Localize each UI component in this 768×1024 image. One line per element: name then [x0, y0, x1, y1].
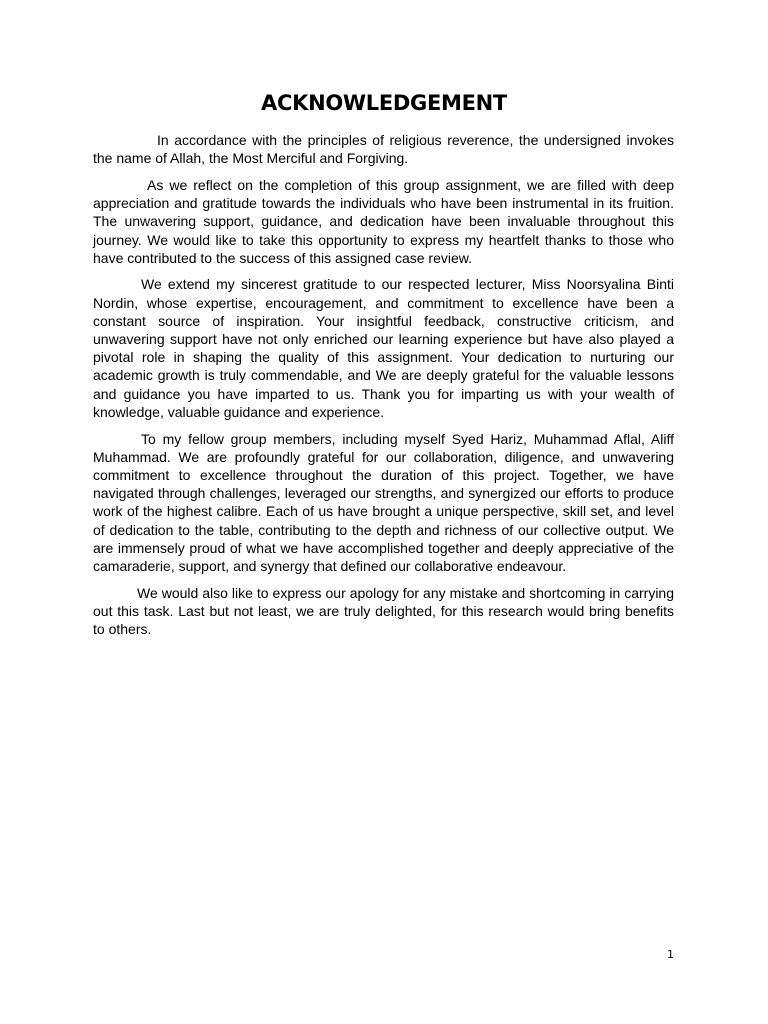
paragraph-group-members: To my fellow group members, including myself Syed Hariz, Muhammad Aflal, Aliff Muhammad. We are profoundly grateful for our collaboration, diligence, and unwavering commitment to excellence throughout the duration of this project. Together, we have navigated through challenges, leveraged our strengths, and synergized our efforts to produce work of the highest calibre. Each of us have brought a unique perspective, skill set, and level of dedication to the table, contributing to the depth and richness of our collective output. We are immensely proud of what we have accomplished together and deeply appreciative of the camaraderie, support, and synergy that defined our collaborative endeavour. [93, 430, 674, 574]
paragraph-religious-reverence: In accordance with the principles of religious reverence, the undersigned invokes the name of Allah, the Most Merciful and Forgiving. [93, 132, 674, 167]
acknowledgement-body [93, 131, 674, 647]
paragraph-lecturer-gratitude: We extend my sincerest gratitude to our respected lecturer, Miss Noorsyalina Binti Nordin, whose expertise, encouragement, and commitment to excellence have been a constant source of inspiration. Your insightful feedback, constructive criticism, and unwavering support have not only enriched our learning experience but have also played a pivotal role in shaping the quality of this assignment. Your dedication to nurturing our academic growth is truly commendable, and We are deeply grateful for the valuable lessons and guidance you have imparted to us. Thank you for imparting us with your wealth of knowledge, valuable guidance and experience. [93, 276, 674, 420]
page-title: ACKNOWLEDGEMENT [261, 91, 507, 115]
paragraph-apology: We would also like to express our apology for any mistake and shortcoming in carrying out this task. Last but not least, we are truly delighted, for this research would bring benefits to others. [93, 584, 674, 638]
paragraph-appreciation: As we reflect on the completion of this group assignment, we are filled with deep appreciation and gratitude towards the individuals who have been instrumental in its fruition. The unwavering support, guidance, and dedication have been invaluable throughout this journey. We would like to take this opportunity to express my heartfelt thanks to those who have contributed to the success of this assigned case review. [93, 176, 674, 266]
page-number: 1 [667, 948, 674, 961]
